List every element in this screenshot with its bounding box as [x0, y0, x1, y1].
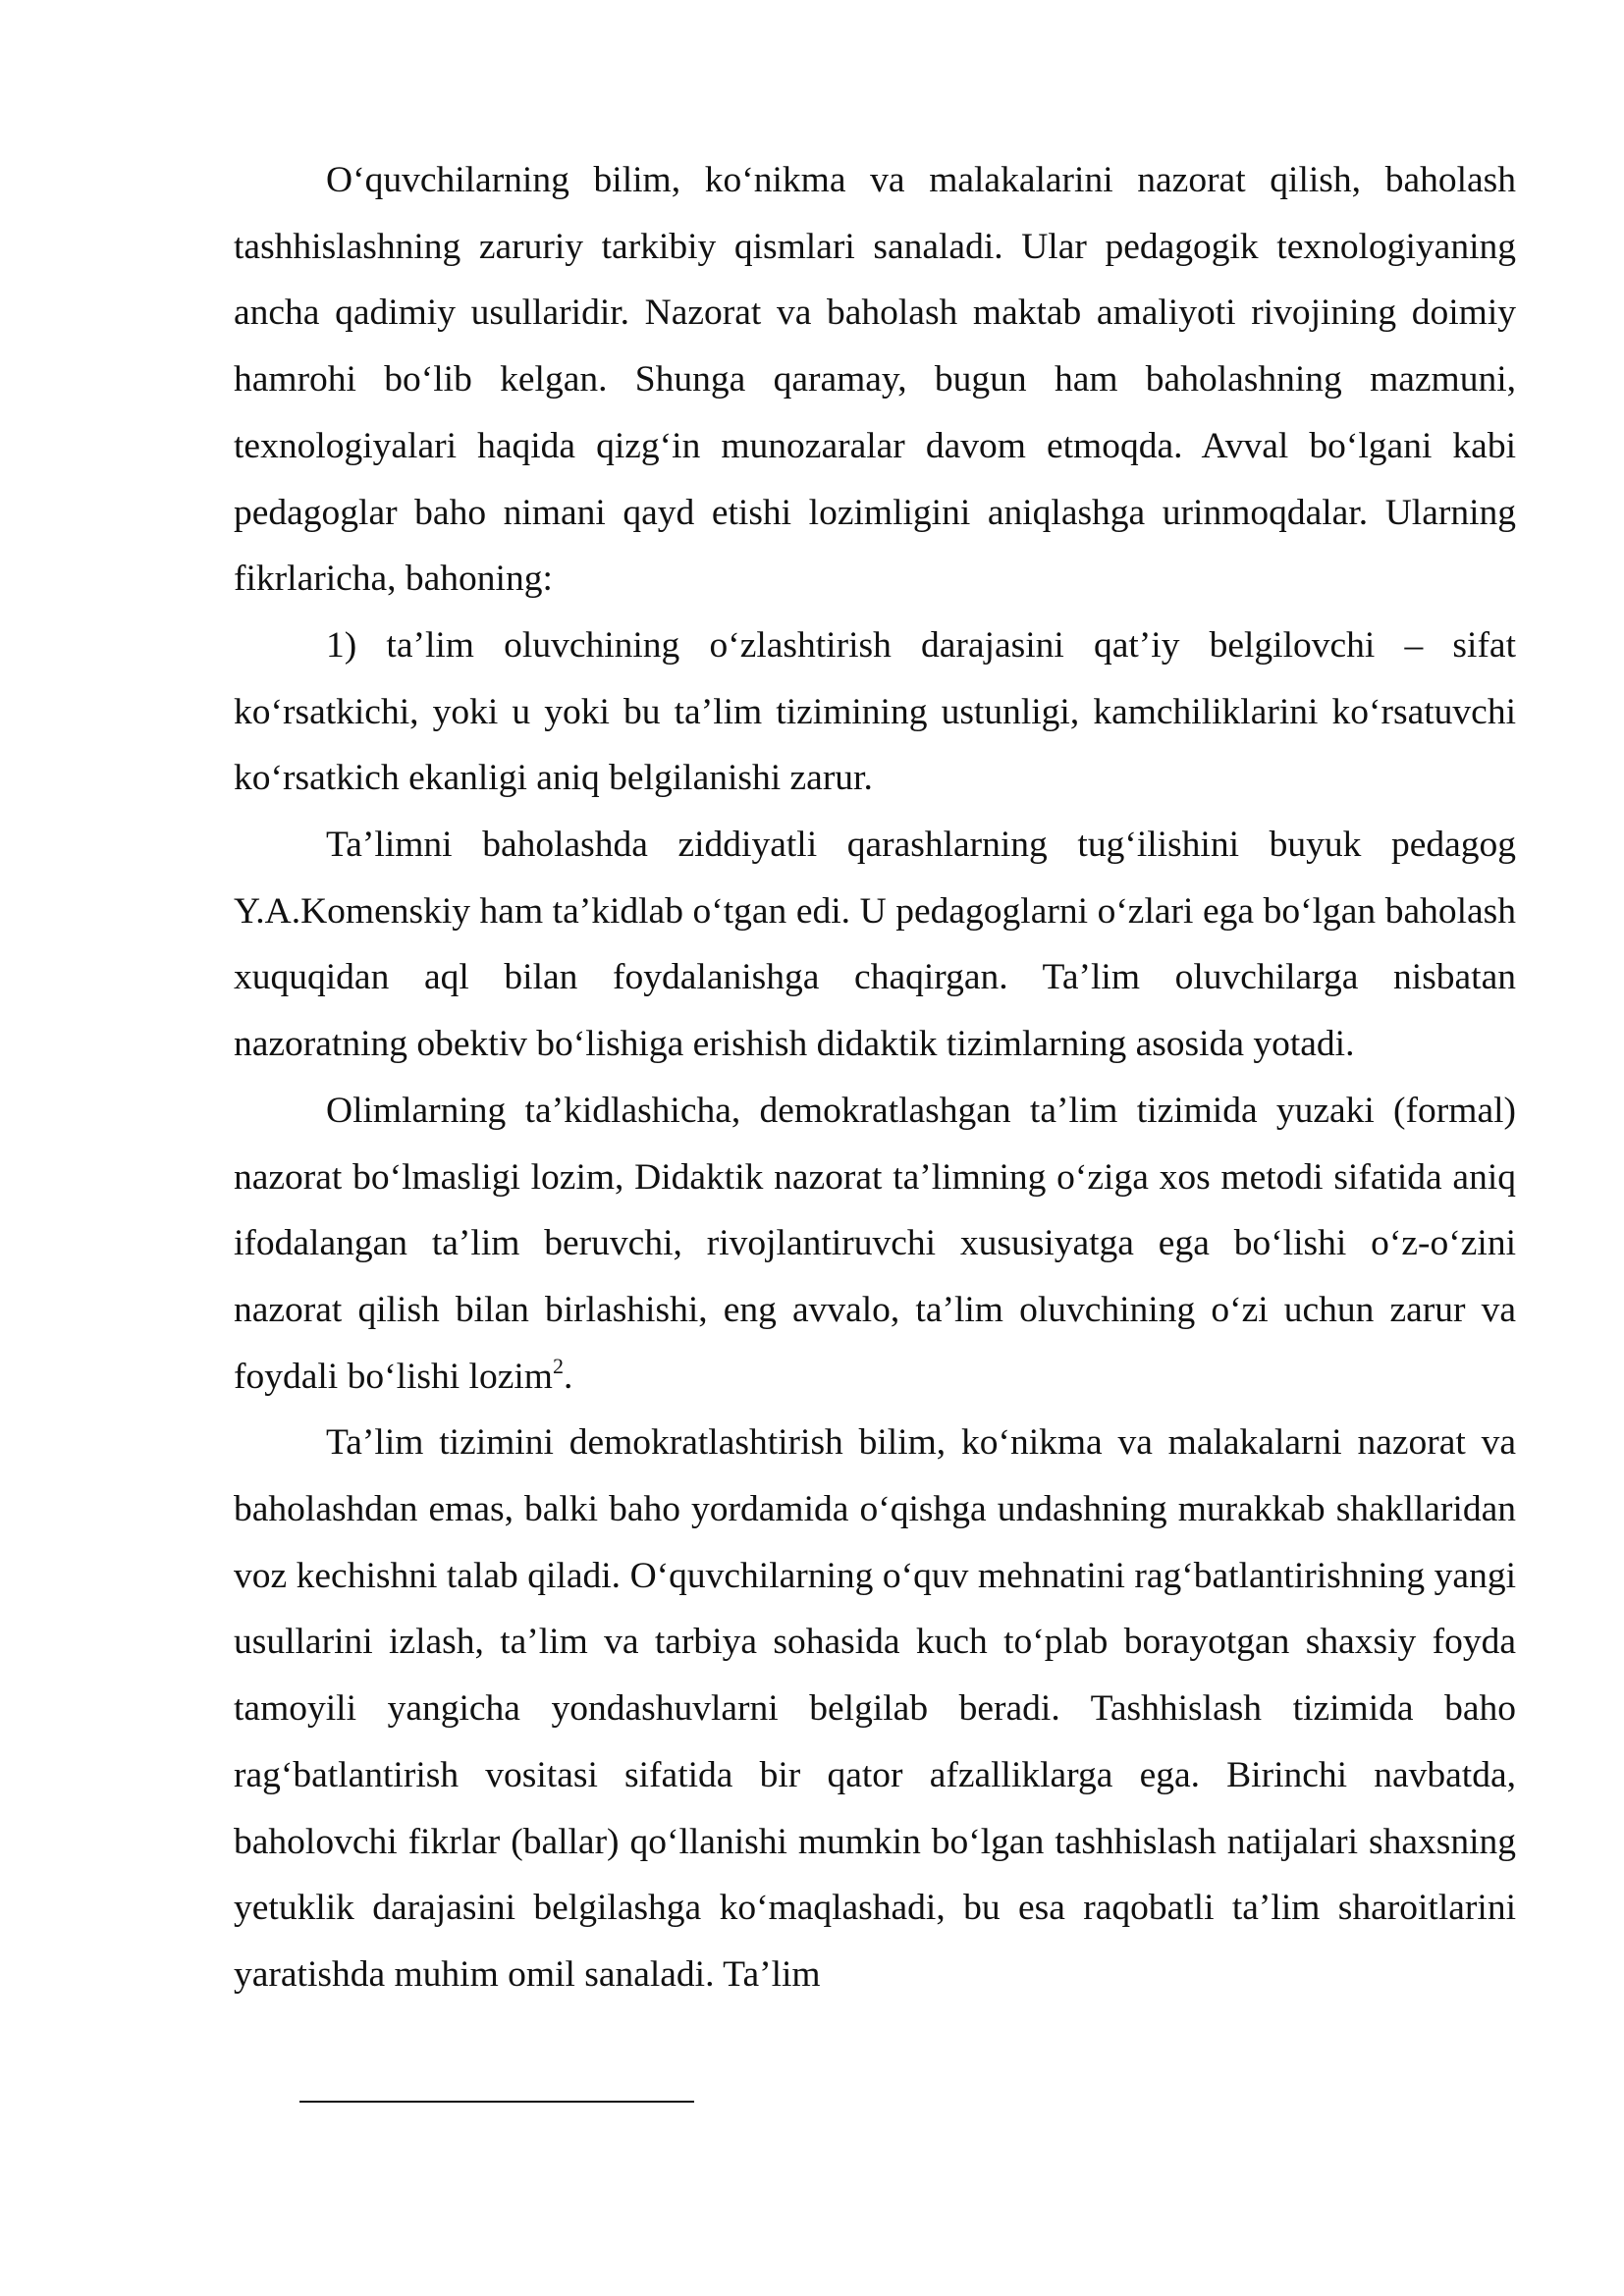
- paragraph-1: [234, 147, 1516, 613]
- footnote-reference[interactable]: 2: [552, 1353, 564, 1378]
- paragraph-4: [234, 1078, 1516, 1411]
- paragraph-2-list-item: [234, 613, 1516, 812]
- paragraph-text: Ta’lim tizimini demokratlashtirish bilim, ko‘nikma va malakalarni nazorat va baholashdan emas, balki baho yordamida o‘qishga undashning murakkab shakllaridan voz kechishni talab qiladi. O‘quvchilarning o‘quv mehnatini rag‘batlantirishning yangi usullarini izlash, ta’lim va tarbiya sohasida kuch to‘plab borayotgan shaxsiy foyda tamoyili yangicha yondashuvlarni belgilab beradi. Tashhislash tizimida baho rag‘batlantirish vositasi sifatida bir qator afzalliklarga ega. Birinchi navbatda, baholovchi fikrlar (ballar) qo‘llanishi mumkin bo‘lgan tashhislash natijalari shaxsning yetuklik darajasini belgilashga ko‘maqlashadi, bu esa raqobatli ta’lim sharoitlarini yaratishda muhim omil sanaladi. Ta’lim: [234, 1422, 1516, 1995]
- document-body: [234, 147, 1516, 2008]
- paragraph-5: [234, 1410, 1516, 2007]
- paragraph-text: Olimlarning ta’kidlashicha, demokratlashgan ta’lim tizimida yuzaki (formal) nazorat bo‘lmasligi lozim, Didaktik nazorat ta’limning o‘ziga xos metodi sifatida aniq ifodalangan ta’lim beruvchi, rivojlantiruvchi xususiyatga ega bo‘lishi o‘z-o‘zini nazorat qilish bilan birlashishi, eng avvalo, ta’lim oluvchining o‘zi uchun zarur va foydali bo‘lishi lozim: [234, 1090, 1516, 1397]
- paragraph-text: 1) ta’lim oluvchining o‘zlashtirish darajasini qat’iy belgilovchi – sifat ko‘rsatkichi, yoki u yoki bu ta’lim tizimining ustunligi, kamchiliklarini ko‘rsatuvchi ko‘rsatkich ekanligi aniq belgilanishi zarur.: [234, 624, 1516, 799]
- paragraph-text: Ta’limni baholashda ziddiyatli qarashlarning tug‘ilishini buyuk pedagog Y.A.Komenskiy ham ta’kidlab o‘tgan edi. U pedagoglarni o‘zlari ega bo‘lgan baholash xuquqidan aql bilan foydalanishga chaqirgan. Ta’lim oluvchilarga nisbatan nazoratning obektiv bo‘lishiga erishish didaktik tizimlarning asosida yotadi.: [234, 825, 1516, 1065]
- paragraph-text: O‘quvchilarning bilim, ko‘nikma va malakalarini nazorat qilish, baholash tashhislashning zaruriy tarkibiy qismlari sanaladi. Ular pedagogik texnologiyaning ancha qadimiy usullaridir. Nazorat va baholash maktab amaliyoti rivojining doimiy hamrohi bo‘lib kelgan. Shunga qaramay, bugun ham baholashning mazmuni, texnologiyalari haqida qizg‘in munozaralar davom etmoqda. Avval bo‘lgani kabi pedagoglar baho nimani qayd etishi lozimligini aniqlashga urinmoqdalar. Ularning fikrlaricha, bahoning:: [234, 160, 1516, 600]
- footnote-separator-line: [299, 2101, 694, 2103]
- paragraph-3: [234, 812, 1516, 1078]
- paragraph-end-punctuation: .: [563, 1356, 573, 1397]
